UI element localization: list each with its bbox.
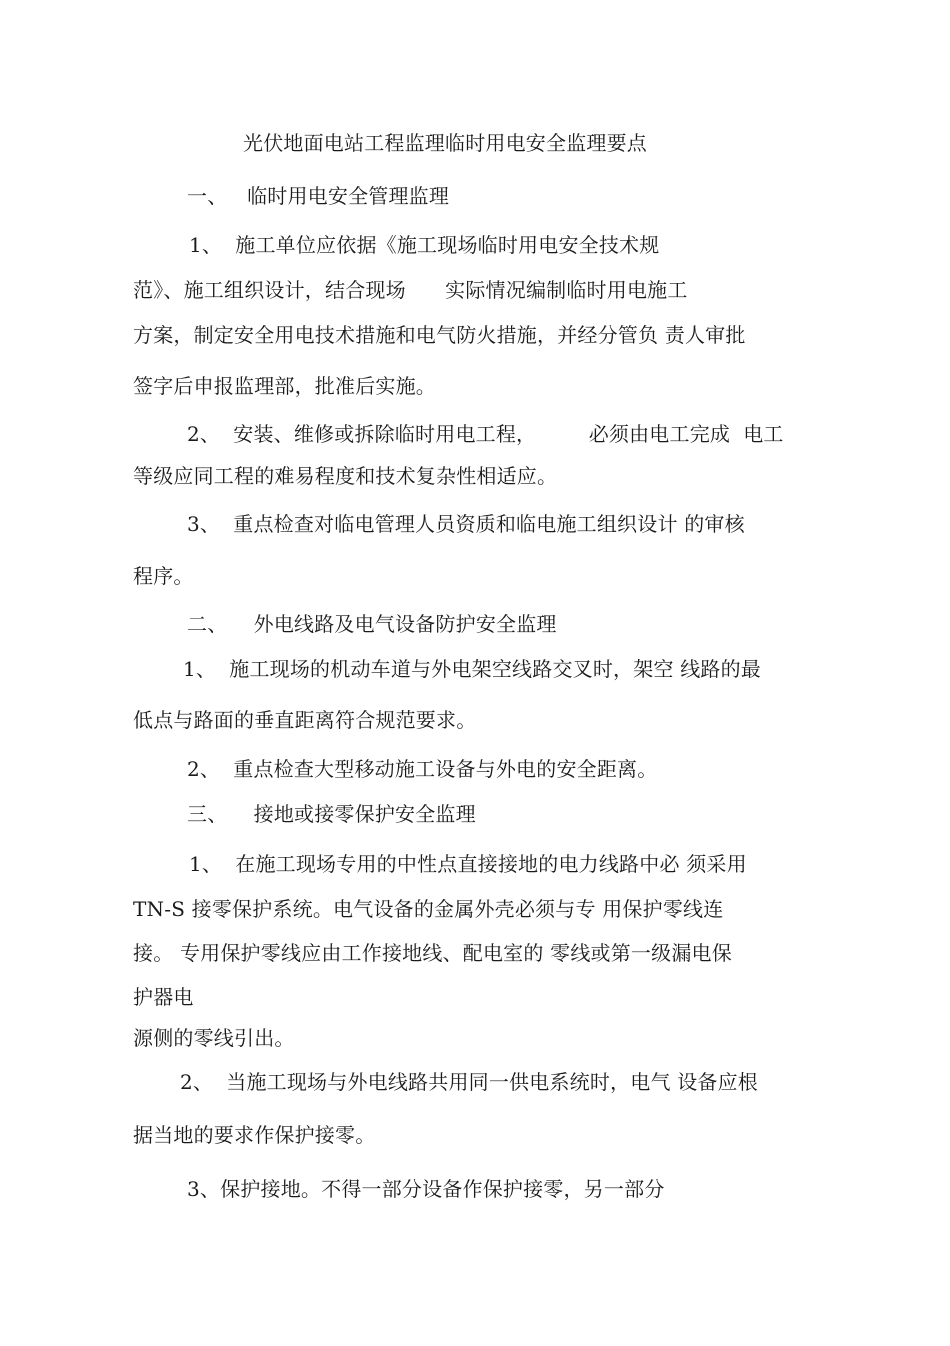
paragraph-line: 3、 重点检查对临电管理人员资质和临电施工组织设计 的审核 — [187, 512, 745, 536]
section-heading-2: 二、 外电线路及电气设备防护安全监理 — [187, 612, 557, 636]
paragraph-line: 3、保护接地。不得一部分设备作保护接零，另一部分 — [187, 1177, 665, 1201]
section-heading-3: 三、 接地或接零保护安全监理 — [187, 802, 476, 826]
paragraph-line: 1、 在施工现场专用的中性点直接接地的电力线路中必 须采用 — [189, 852, 747, 876]
paragraph-line: 签字后申报监理部，批准后实施。 — [133, 374, 436, 398]
paragraph-line: 范》、施工组织设计，结合现场 实际情况编制临时用电施工 — [133, 278, 688, 302]
paragraph-line: 2、 安装、维修或拆除临时用电工程， 必须由电工完成 电工 — [187, 422, 784, 446]
paragraph-line: 1、 施工现场的机动车道与外电架空线路交叉时，架空 线路的最 — [183, 657, 761, 681]
paragraph-line: 低点与路面的垂直距离符合规范要求。 — [133, 708, 477, 732]
paragraph-line: TN-S 接零保护系统。电气设备的金属外壳必须与专 用保护零线连 — [133, 897, 724, 921]
paragraph-line: 2、 当施工现场与外电线路共用同一供电系统时，电气 设备应根 — [180, 1070, 758, 1094]
paragraph-line: 方案，制定安全用电技术措施和电气防火措施，并经分管负 责人审批 — [133, 323, 746, 347]
paragraph-line: 程序。 — [133, 564, 194, 588]
paragraph-line: 接。 专用保护零线应由工作接地线、配电室的 零线或第一级漏电保 — [133, 941, 732, 965]
paragraph-line: 2、 重点检查大型移动施工设备与外电的安全距离。 — [187, 757, 658, 781]
paragraph-line: 1、 施工单位应依据《施工现场临时用电安全技术规 — [189, 233, 660, 257]
paragraph-line: 源侧的零线引出。 — [133, 1026, 295, 1050]
section-heading-1: 一、 临时用电安全管理监理 — [187, 184, 450, 208]
paragraph-line: 据当地的要求作保护接零。 — [133, 1123, 376, 1147]
paragraph-line: 护器电 — [133, 985, 194, 1009]
paragraph-line: 等级应同工程的难易程度和技术复杂性相适应。 — [133, 464, 558, 488]
document-title: 光伏地面电站工程监理临时用电安全监理要点 — [243, 131, 647, 155]
